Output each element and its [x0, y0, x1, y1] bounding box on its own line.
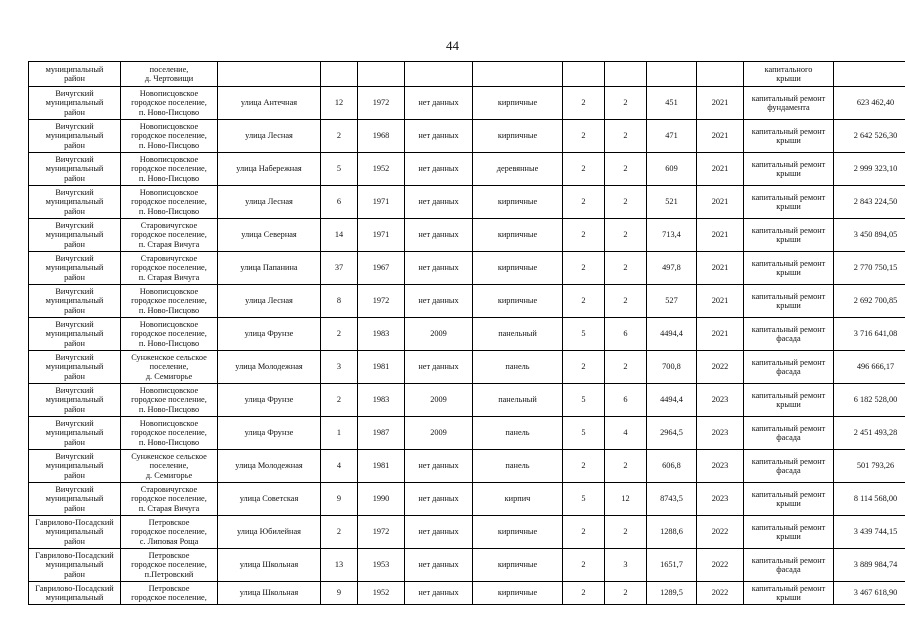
cell-settlement: Старовичугское городское поселение, п. Старая Вичуга	[121, 483, 218, 516]
cell-district: Вичугский муниципальный район	[29, 120, 121, 153]
cell-cost: 8 114 568,00	[834, 483, 905, 516]
cell-cost: 6 182 528,00	[834, 384, 905, 417]
cell-district: Вичугский муниципальный район	[29, 318, 121, 351]
cell-build-year: 1983	[358, 318, 405, 351]
cell-entrances: 12	[605, 483, 647, 516]
cell-entrances: 2	[605, 120, 647, 153]
cell-district: Вичугский муниципальный район	[29, 252, 121, 285]
cell-area: 700,8	[647, 351, 697, 384]
cell-entrances: 2	[605, 186, 647, 219]
cell-street: улица Молодежная	[218, 450, 321, 483]
cell-renovation-year: 2009	[405, 417, 473, 450]
table-row	[29, 186, 905, 219]
cell-area: 2964,5	[647, 417, 697, 450]
cell-work-type: капитальный ремонт крыши	[744, 219, 834, 252]
cell-work-type: капитальный ремонт крыши	[744, 516, 834, 549]
cell-cost: 501 793,26	[834, 450, 905, 483]
data-table	[28, 61, 905, 605]
cell-house-number: 8	[321, 285, 358, 318]
cell-entrances: 2	[605, 450, 647, 483]
cell-house-number: 13	[321, 549, 358, 582]
cell-street: улица Лесная	[218, 186, 321, 219]
cell-wall-material: кирпич	[473, 483, 563, 516]
cell-wall-material: кирпичные	[473, 285, 563, 318]
cell-build-year: 1952	[358, 582, 405, 605]
cell-renovation-year	[405, 62, 473, 87]
cell-settlement: Старовичугское городское поселение, п. Старая Вичуга	[121, 219, 218, 252]
cell-district: Вичугский муниципальный район	[29, 285, 121, 318]
cell-floors: 5	[563, 318, 605, 351]
cell-work-year: 2021	[697, 87, 744, 120]
cell-work-year: 2021	[697, 252, 744, 285]
cell-floors: 2	[563, 549, 605, 582]
cell-build-year: 1981	[358, 450, 405, 483]
cell-build-year: 1972	[358, 285, 405, 318]
cell-settlement: поселение, д. Чертовищи	[121, 62, 218, 87]
cell-street	[218, 62, 321, 87]
cell-cost: 2 642 526,30	[834, 120, 905, 153]
cell-work-year	[697, 62, 744, 87]
cell-entrances: 2	[605, 351, 647, 384]
cell-work-year: 2023	[697, 384, 744, 417]
cell-wall-material: панель	[473, 351, 563, 384]
cell-cost: 2 692 700,85	[834, 285, 905, 318]
cell-build-year: 1972	[358, 516, 405, 549]
cell-house-number: 9	[321, 582, 358, 605]
cell-street: улица Фрунзе	[218, 318, 321, 351]
cell-work-year: 2022	[697, 516, 744, 549]
cell-settlement: Новописцовское городское поселение, п. Ново-Писцово	[121, 186, 218, 219]
cell-wall-material: кирпичные	[473, 516, 563, 549]
cell-work-year: 2021	[697, 219, 744, 252]
cell-area: 471	[647, 120, 697, 153]
cell-cost: 496 666,17	[834, 351, 905, 384]
cell-renovation-year: 2009	[405, 384, 473, 417]
table-row	[29, 582, 905, 605]
cell-entrances	[605, 62, 647, 87]
table-row	[29, 516, 905, 549]
cell-house-number: 2	[321, 384, 358, 417]
cell-house-number	[321, 62, 358, 87]
cell-work-type: капитальный ремонт крыши	[744, 582, 834, 605]
cell-street: улица Школьная	[218, 582, 321, 605]
cell-wall-material: панельный	[473, 384, 563, 417]
cell-district: Вичугский муниципальный район	[29, 483, 121, 516]
cell-cost: 623 462,40	[834, 87, 905, 120]
cell-area: 1651,7	[647, 549, 697, 582]
cell-area: 527	[647, 285, 697, 318]
cell-street: улица Фрунзе	[218, 384, 321, 417]
cell-settlement: Новописцовское городское поселение, п. Ново-Писцово	[121, 285, 218, 318]
cell-work-type: капитальный ремонт крыши	[744, 252, 834, 285]
table-row	[29, 483, 905, 516]
cell-wall-material: кирпичные	[473, 219, 563, 252]
cell-area: 609	[647, 153, 697, 186]
cell-area: 606,8	[647, 450, 697, 483]
cell-renovation-year: нет данных	[405, 285, 473, 318]
cell-build-year: 1990	[358, 483, 405, 516]
cell-renovation-year: нет данных	[405, 153, 473, 186]
cell-settlement: Петровское городское поселение, с. Липовая Роща	[121, 516, 218, 549]
cell-floors: 2	[563, 450, 605, 483]
cell-entrances: 2	[605, 153, 647, 186]
cell-work-year: 2022	[697, 549, 744, 582]
table-row	[29, 120, 905, 153]
table-row	[29, 285, 905, 318]
cell-district: муниципальный район	[29, 62, 121, 87]
cell-floors: 2	[563, 351, 605, 384]
cell-floors: 2	[563, 252, 605, 285]
cell-renovation-year: нет данных	[405, 516, 473, 549]
table-row	[29, 219, 905, 252]
cell-area: 4494,4	[647, 318, 697, 351]
cell-district: Гаврилово-Посадский муниципальный район	[29, 549, 121, 582]
cell-area: 1288,6	[647, 516, 697, 549]
cell-build-year: 1987	[358, 417, 405, 450]
cell-street: улица Северная	[218, 219, 321, 252]
cell-floors: 2	[563, 516, 605, 549]
cell-district: Вичугский муниципальный район	[29, 351, 121, 384]
cell-cost	[834, 62, 905, 87]
cell-work-year: 2021	[697, 186, 744, 219]
table-row	[29, 62, 905, 87]
cell-street: улица Молодежная	[218, 351, 321, 384]
cell-settlement: Старовичугское городское поселение, п. Старая Вичуга	[121, 252, 218, 285]
cell-house-number: 5	[321, 153, 358, 186]
cell-build-year: 1981	[358, 351, 405, 384]
page-number: 44	[446, 38, 459, 53]
cell-entrances: 2	[605, 252, 647, 285]
cell-area: 1289,5	[647, 582, 697, 605]
cell-floors: 5	[563, 417, 605, 450]
cell-renovation-year: нет данных	[405, 450, 473, 483]
cell-work-type: капитальный ремонт фундамента	[744, 87, 834, 120]
cell-build-year: 1967	[358, 252, 405, 285]
cell-district: Вичугский муниципальный район	[29, 87, 121, 120]
cell-entrances: 6	[605, 318, 647, 351]
cell-district: Вичугский муниципальный район	[29, 450, 121, 483]
cell-work-year: 2021	[697, 285, 744, 318]
cell-settlement: Новописцовское городское поселение, п. Ново-Писцово	[121, 153, 218, 186]
table-body	[29, 62, 905, 605]
cell-settlement: Сунженское сельское поселение, д. Семигорье	[121, 351, 218, 384]
cell-wall-material	[473, 62, 563, 87]
cell-floors: 2	[563, 582, 605, 605]
cell-settlement: Сунженское сельское поселение, д. Семигорье	[121, 450, 218, 483]
cell-renovation-year: нет данных	[405, 219, 473, 252]
cell-build-year: 1971	[358, 186, 405, 219]
cell-build-year: 1953	[358, 549, 405, 582]
cell-cost: 3 716 641,08	[834, 318, 905, 351]
cell-entrances: 3	[605, 549, 647, 582]
cell-district: Вичугский муниципальный район	[29, 219, 121, 252]
cell-work-year: 2022	[697, 582, 744, 605]
cell-floors: 2	[563, 219, 605, 252]
cell-work-type: капитальный ремонт фасада	[744, 351, 834, 384]
cell-entrances: 2	[605, 219, 647, 252]
cell-cost: 3 450 894,05	[834, 219, 905, 252]
table-row	[29, 153, 905, 186]
cell-house-number: 2	[321, 516, 358, 549]
cell-area: 521	[647, 186, 697, 219]
cell-renovation-year: нет данных	[405, 120, 473, 153]
cell-work-year: 2021	[697, 318, 744, 351]
cell-floors: 5	[563, 384, 605, 417]
cell-work-type: капитальный ремонт фасада	[744, 549, 834, 582]
cell-work-type: капитальный ремонт крыши	[744, 384, 834, 417]
cell-street: улица Папанина	[218, 252, 321, 285]
cell-cost: 2 770 750,15	[834, 252, 905, 285]
cell-entrances: 2	[605, 285, 647, 318]
cell-street: улица Фрунзе	[218, 417, 321, 450]
cell-settlement: Новописцовское городское поселение, п. Ново-Писцово	[121, 318, 218, 351]
cell-floors: 2	[563, 285, 605, 318]
cell-floors	[563, 62, 605, 87]
cell-wall-material: панельный	[473, 318, 563, 351]
cell-house-number: 2	[321, 318, 358, 351]
cell-cost: 3 889 984,74	[834, 549, 905, 582]
cell-renovation-year: нет данных	[405, 351, 473, 384]
cell-house-number: 2	[321, 120, 358, 153]
cell-cost: 3 467 618,90	[834, 582, 905, 605]
cell-district: Гаврилово-Посадский муниципальный район	[29, 516, 121, 549]
cell-wall-material: кирпичные	[473, 186, 563, 219]
table-row	[29, 384, 905, 417]
cell-house-number: 37	[321, 252, 358, 285]
cell-wall-material: кирпичные	[473, 252, 563, 285]
cell-entrances: 6	[605, 384, 647, 417]
table-row	[29, 252, 905, 285]
cell-renovation-year: нет данных	[405, 582, 473, 605]
cell-house-number: 12	[321, 87, 358, 120]
cell-build-year: 1971	[358, 219, 405, 252]
cell-cost: 2 451 493,28	[834, 417, 905, 450]
cell-house-number: 1	[321, 417, 358, 450]
cell-street: улица Школьная	[218, 549, 321, 582]
cell-floors: 5	[563, 483, 605, 516]
cell-renovation-year: нет данных	[405, 87, 473, 120]
cell-house-number: 4	[321, 450, 358, 483]
cell-work-type: капитальный ремонт крыши	[744, 153, 834, 186]
cell-house-number: 9	[321, 483, 358, 516]
cell-build-year: 1972	[358, 87, 405, 120]
cell-area: 4494,4	[647, 384, 697, 417]
cell-district: Вичугский муниципальный район	[29, 153, 121, 186]
cell-cost: 3 439 744,15	[834, 516, 905, 549]
cell-work-year: 2023	[697, 483, 744, 516]
cell-settlement: Петровское городское поселение,	[121, 582, 218, 605]
cell-area: 713,4	[647, 219, 697, 252]
cell-settlement: Новописцовское городское поселение, п. Ново-Писцово	[121, 120, 218, 153]
cell-district: Гаврилово-Посадский муниципальный	[29, 582, 121, 605]
cell-house-number: 14	[321, 219, 358, 252]
cell-street: улица Лесная	[218, 285, 321, 318]
cell-wall-material: кирпичные	[473, 549, 563, 582]
cell-work-type: капитальный ремонт крыши	[744, 186, 834, 219]
table-row	[29, 318, 905, 351]
cell-build-year: 1952	[358, 153, 405, 186]
table-row	[29, 450, 905, 483]
cell-wall-material: кирпичные	[473, 120, 563, 153]
cell-entrances: 2	[605, 87, 647, 120]
cell-cost: 2 843 224,50	[834, 186, 905, 219]
cell-settlement: Новописцовское городское поселение, п. Ново-Писцово	[121, 417, 218, 450]
table-row	[29, 87, 905, 120]
cell-renovation-year: 2009	[405, 318, 473, 351]
cell-cost: 2 999 323,10	[834, 153, 905, 186]
cell-work-year: 2023	[697, 417, 744, 450]
cell-district: Вичугский муниципальный район	[29, 417, 121, 450]
cell-settlement: Петровское городское поселение, п.Петровский	[121, 549, 218, 582]
table-row	[29, 417, 905, 450]
cell-area: 497,8	[647, 252, 697, 285]
cell-wall-material: кирпичные	[473, 582, 563, 605]
cell-build-year: 1983	[358, 384, 405, 417]
cell-build-year: 1968	[358, 120, 405, 153]
cell-work-type: капитальный ремонт крыши	[744, 285, 834, 318]
cell-work-type: капитальный ремонт крыши	[744, 483, 834, 516]
cell-work-year: 2022	[697, 351, 744, 384]
cell-wall-material: панель	[473, 417, 563, 450]
cell-work-year: 2021	[697, 120, 744, 153]
cell-street: улица Лесная	[218, 120, 321, 153]
cell-street: улица Набережная	[218, 153, 321, 186]
cell-floors: 2	[563, 153, 605, 186]
cell-work-type: капитального крыши	[744, 62, 834, 87]
cell-district: Вичугский муниципальный район	[29, 186, 121, 219]
cell-work-year: 2023	[697, 450, 744, 483]
table-row	[29, 351, 905, 384]
cell-house-number: 3	[321, 351, 358, 384]
cell-build-year	[358, 62, 405, 87]
cell-street: улица Антечная	[218, 87, 321, 120]
cell-renovation-year: нет данных	[405, 252, 473, 285]
cell-work-type: капитальный ремонт фасада	[744, 450, 834, 483]
cell-wall-material: панель	[473, 450, 563, 483]
cell-house-number: 6	[321, 186, 358, 219]
cell-floors: 2	[563, 120, 605, 153]
cell-wall-material: деревянные	[473, 153, 563, 186]
cell-entrances: 4	[605, 417, 647, 450]
cell-area	[647, 62, 697, 87]
cell-area: 8743,5	[647, 483, 697, 516]
cell-work-year: 2021	[697, 153, 744, 186]
cell-work-type: капитальный ремонт фасада	[744, 417, 834, 450]
cell-street: улица Юбилейная	[218, 516, 321, 549]
cell-district: Вичугский муниципальный район	[29, 384, 121, 417]
cell-renovation-year: нет данных	[405, 483, 473, 516]
cell-work-type: капитальный ремонт фасада	[744, 318, 834, 351]
cell-floors: 2	[563, 186, 605, 219]
cell-work-type: капитальный ремонт крыши	[744, 120, 834, 153]
cell-street: улица Советская	[218, 483, 321, 516]
cell-floors: 2	[563, 87, 605, 120]
cell-renovation-year: нет данных	[405, 549, 473, 582]
table-row	[29, 549, 905, 582]
cell-area: 451	[647, 87, 697, 120]
cell-settlement: Новописцовское городское поселение, п. Ново-Писцово	[121, 384, 218, 417]
cell-renovation-year: нет данных	[405, 186, 473, 219]
cell-entrances: 2	[605, 582, 647, 605]
cell-entrances: 2	[605, 516, 647, 549]
cell-settlement: Новописцовское городское поселение, п. Ново-Писцово	[121, 87, 218, 120]
cell-wall-material: кирпичные	[473, 87, 563, 120]
